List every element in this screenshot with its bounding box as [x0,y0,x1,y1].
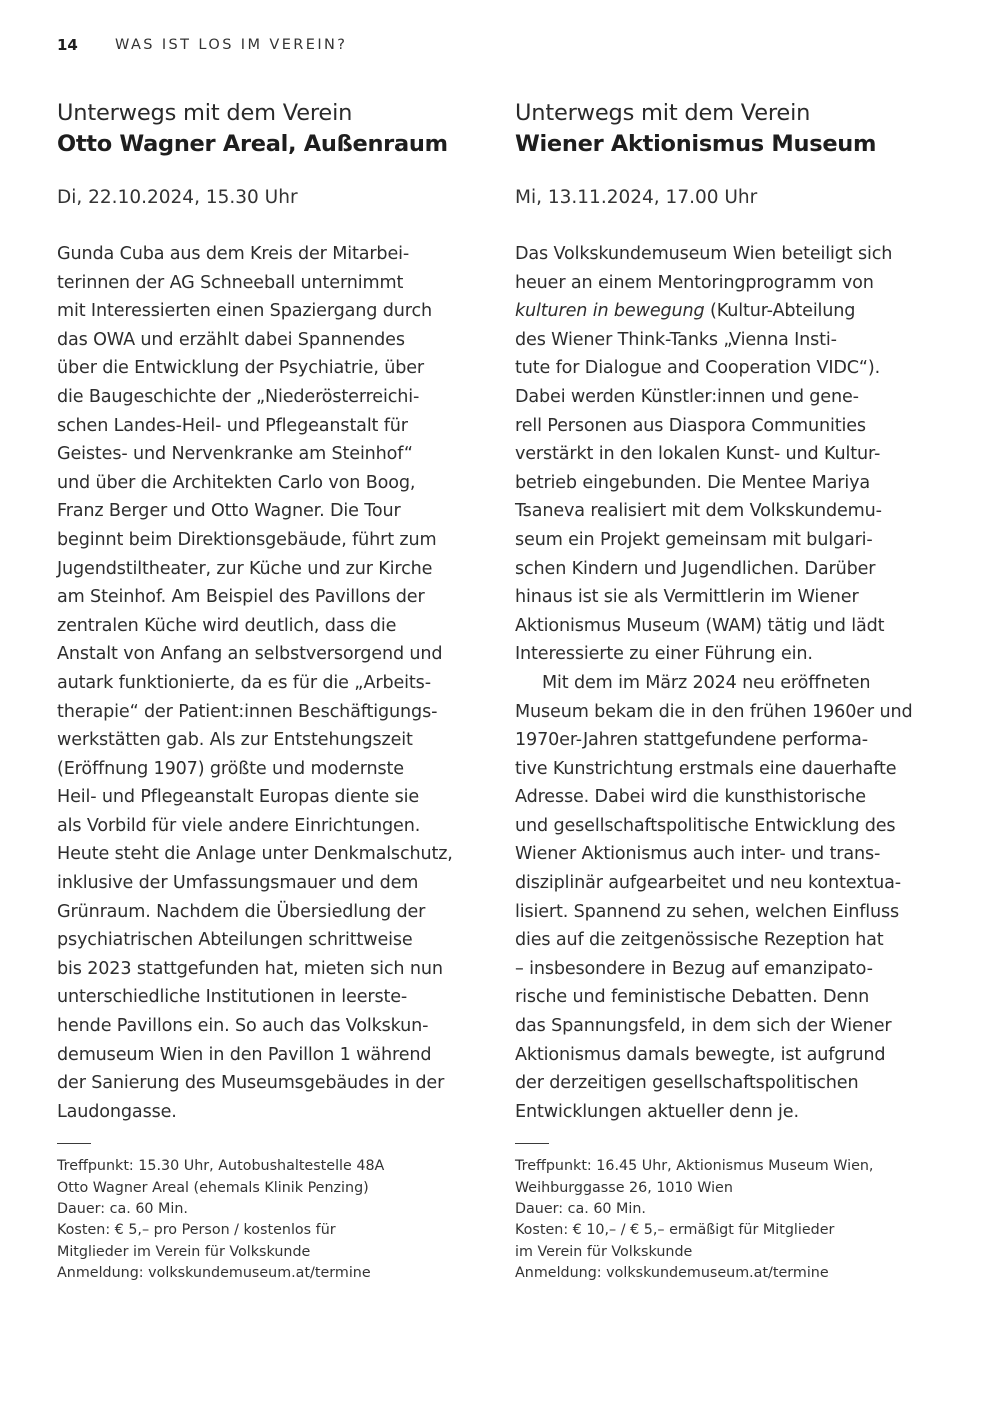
text-line: Heute steht die Anlage unter Denkmalschutz, [57,844,453,865]
text-line: und über die Architekten Carlo von Boog, [57,472,416,493]
text-line: rische und feministische Debatten. Denn [515,987,870,1008]
text-line: terinnen der AG Schneeball unternimmt [57,272,404,293]
event-date: Di, 22.10.2024, 15.30 Uhr [57,187,298,208]
divider-rule [57,1143,91,1144]
text-line: tute for Dialogue and Cooperation VIDC“). [515,358,881,379]
text-line: Laudongasse. [57,1101,177,1122]
text-line: Museum bekam die in den frühen 1960er und [515,701,913,722]
text-line: dies auf die zeitgenössische Rezeption hat [515,930,884,951]
text-line: therapie“ der Patient:innen Beschäftigungs- [57,701,438,722]
text-line: demuseum Wien in den Pavillon 1 während [57,1044,432,1065]
text-line: werkstätten gab. Als zur Entstehungszeit [57,730,413,751]
text-line: Mit dem im März 2024 neu eröffneten [542,672,871,693]
text-line: als Vorbild für viele andere Einrichtungen. [57,815,421,836]
event-wiener-aktionismus-museum [515,98,955,1284]
text-line: Treffpunkt: 16.45 Uhr, Aktionismus Museum Wien, [515,1158,874,1175]
event-kicker: Unterwegs mit dem Verein [57,100,353,126]
page-number: 14 [57,36,78,54]
text-line: 1970er-Jahren stattgefundene performa- [515,730,868,751]
text-line: heuer an einem Mentoringprogramm von [515,272,874,293]
event-info [515,1156,955,1284]
text-line: Aktionismus Museum (WAM) tätig und lädt [515,615,885,636]
text-line: Interessierte zu einer Führung ein. [515,644,813,665]
text-line: Weihburggasse 26, 1010 Wien [515,1179,733,1196]
text-line: Franz Berger und Otto Wagner. Die Tour [57,501,401,522]
text-line: Dabei werden Künstler:innen und gene- [515,386,859,407]
italic-text: kulturen in bewegung [515,301,705,322]
text-line: hende Pavillons ein. So auch das Volkskun- [57,1016,429,1037]
text-line: seum ein Projekt gemeinsam mit bulgari- [515,529,873,550]
text-line: der derzeitigen gesellschaftspolitischen [515,1073,859,1094]
text-line: das Spannungsfeld, in dem sich der Wiener [515,1016,892,1037]
text-line: Gunda Cuba aus dem Kreis der Mitarbei- [57,244,410,264]
event-kicker: Unterwegs mit dem Verein [515,100,811,126]
text-line: Otto Wagner Areal (ehemals Klinik Penzing) [57,1179,369,1196]
event-title: Otto Wagner Areal, Außenraum [57,131,448,157]
text-line: Das Volkskundemuseum Wien beteiligt sich [515,244,893,264]
text-line: Aktionismus damals bewegte, ist aufgrund [515,1044,886,1065]
text-line: die Baugeschichte der „Niederösterreichi- [57,386,420,407]
text-line: am Steinhof. Am Beispiel des Pavillons der [57,587,425,608]
event-otto-wagner-areal [57,98,497,1284]
text-line: das OWA und erzählt dabei Spannendes [57,329,405,350]
text-line: Entwicklungen aktueller denn je. [515,1101,799,1122]
text-line: Geistes- und Nervenkranke am Steinhof“ [57,444,413,465]
text-line: betrieb eingebunden. Die Mentee Mariya [515,472,870,493]
page-header [57,34,347,56]
event-description [515,240,955,1126]
text-line: tive Kunstrichtung erstmals eine dauerhafte [515,758,897,779]
text-line: Kosten: € 5,– pro Person / kostenlos für [57,1222,336,1239]
text-line: unterschiedliche Institutionen in leerste- [57,987,408,1008]
text-line: Tsaneva realisiert mit dem Volkskundemu- [515,501,882,522]
text-line: Jugendstiltheater, zur Küche und zur Kirche [57,558,433,579]
text-line: Anstalt von Anfang an selbstversorgend und [57,644,443,665]
text-line: – insbesondere in Bezug auf emanzipato- [515,958,873,979]
text-line: Heil- und Pflegeanstalt Europas diente sie [57,787,420,808]
event-title: Wiener Aktionismus Museum [515,131,877,157]
event-info [57,1156,497,1284]
text-line: autark funktionierte, da es für die „Arbeits- [57,672,431,693]
event-description [57,240,497,1126]
text-line: (Eröffnung 1907) größte und modernste [57,758,404,779]
text-line: Mitglieder im Verein für Volkskunde [57,1243,311,1260]
text-line: disziplinär aufgearbeitet und neu kontextua- [515,873,901,894]
text-line: Grünraum. Nachdem die Übersiedlung der [57,901,426,922]
text-line: der Sanierung des Museumsgebäudes in der [57,1073,445,1094]
text-line: Treffpunkt: 15.30 Uhr, Autobushaltestelle 48A [57,1158,385,1175]
text-line: Dauer: ca. 60 Min. [57,1201,188,1217]
text-line: Adresse. Dabei wird die kunsthistorische [515,787,866,808]
text-line: schen Landes-Heil- und Pflegeanstalt für [57,415,408,436]
text-line: psychiatrischen Abteilungen schrittweise [57,930,413,951]
text-line: mit Interessierten einen Spaziergang durch [57,301,432,322]
text-line: Anmeldung: volkskundemuseum.at/termine [515,1264,829,1281]
text-line: zentralen Küche wird deutlich, dass die [57,615,397,636]
text-line: inklusive der Umfassungsmauer und dem [57,873,419,894]
text-line: über die Entwicklung der Psychiatrie, über [57,358,424,379]
text-line: des Wiener Think-Tanks „Vienna Insti- [515,329,837,350]
text-line: im Verein für Volkskunde [515,1243,693,1260]
text-line: und gesellschaftspolitische Entwicklung des [515,815,896,836]
running-head: WAS IST LOS IM VEREIN? [115,37,348,53]
text-line: Kosten: € 10,– / € 5,– ermäßigt für Mitglieder [515,1222,835,1239]
text-line: Dauer: ca. 60 Min. [515,1201,646,1217]
event-date: Mi, 13.11.2024, 17.00 Uhr [515,187,758,208]
text-line: Anmeldung: volkskundemuseum.at/termine [57,1264,371,1281]
text-line: hinaus ist sie als Vermittlerin im Wiener [515,587,859,608]
text-line: verstärkt in den lokalen Kunst- und Kultur- [515,444,881,465]
divider-rule [515,1143,549,1144]
text-line: bis 2023 stattgefunden hat, mieten sich nun [57,958,443,979]
text-line: lisiert. Spannend zu sehen, welchen Einfluss [515,901,900,922]
text-line: rell Personen aus Diaspora Communities [515,415,866,436]
text-line: schen Kindern und Jugendlichen. Darüber [515,558,876,579]
text-line: kulturen in bewegung (Kultur-Abteilung [515,301,856,322]
text-line: Wiener Aktionismus auch inter- und trans- [515,844,881,865]
text-line: beginnt beim Direktionsgebäude, führt zum [57,529,437,550]
